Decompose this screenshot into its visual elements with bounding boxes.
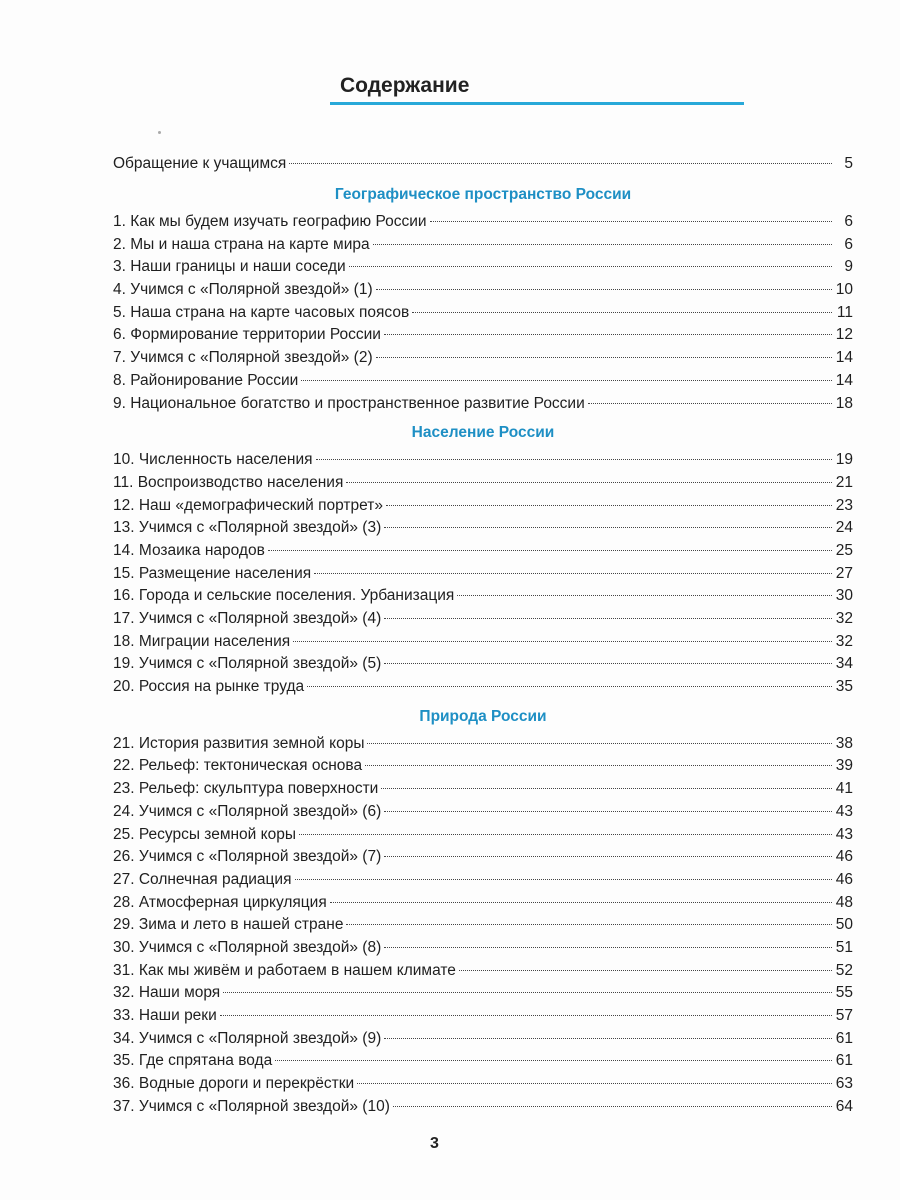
dot-leader: [430, 221, 832, 222]
toc-entry-page: 35: [835, 678, 853, 696]
toc-entry-label: 1. Как мы будем изучать географию России: [113, 213, 427, 230]
toc-entry-page: 52: [835, 961, 853, 979]
toc-entry-label: 14. Мозаика народов: [113, 541, 265, 559]
toc-entry-page: 6: [844, 235, 853, 253]
toc-entry-label: 37. Учимся с «Полярной звездой» (10): [113, 1097, 390, 1115]
toc-entry[interactable]: [113, 472, 853, 495]
toc-entry-label: 33. Наши реки: [113, 1007, 217, 1024]
dot-leader: [346, 482, 832, 483]
toc-entry-label: 18. Миграции населения: [113, 632, 291, 650]
toc-entry[interactable]: [113, 824, 853, 847]
toc-entry[interactable]: [113, 1005, 853, 1028]
toc-entry[interactable]: [113, 778, 853, 801]
toc-entry[interactable]: [113, 324, 853, 347]
dot-leader: [314, 573, 832, 574]
dot-leader: [384, 663, 832, 664]
toc-entry[interactable]: [113, 393, 853, 416]
toc-entry-label: 30. Учимся с «Полярной звездой» (8): [113, 938, 382, 956]
toc-entry[interactable]: [113, 370, 853, 393]
toc-entry[interactable]: [113, 1028, 853, 1051]
toc-entry[interactable]: [113, 869, 853, 892]
toc-entry-label: 9. Национальное богатство и пространственное развитие России: [113, 394, 585, 412]
title-underline: [330, 102, 744, 105]
dot-leader: [412, 312, 832, 313]
toc-entry-label: 13. Учимся с «Полярной звездой» (3): [113, 519, 382, 537]
toc-entry-label: 19. Учимся с «Полярной звездой» (5): [113, 655, 382, 673]
toc-entry[interactable]: [113, 914, 853, 937]
dot-leader: [384, 856, 832, 857]
toc-entry-page: 48: [835, 893, 853, 911]
dot-leader: [376, 357, 832, 358]
toc-entry-page: 24: [835, 519, 853, 537]
toc-entry-label: Обращение к учащимся: [113, 155, 287, 172]
toc-entry[interactable]: [113, 1096, 853, 1119]
toc-entry-page: 63: [835, 1075, 853, 1093]
toc-entry-label: 11. Воспроизводство населения: [113, 473, 344, 491]
toc-entry-page: 23: [835, 496, 853, 514]
toc-entry-page: 46: [835, 848, 853, 866]
dot-leader: [393, 1106, 832, 1107]
toc-entry[interactable]: [113, 982, 853, 1005]
dot-leader: [384, 1038, 832, 1039]
toc-entry-page: 38: [835, 734, 853, 752]
dot-leader: [386, 505, 832, 506]
toc-entry-page: 25: [835, 541, 853, 559]
dot-leader: [307, 686, 832, 687]
toc-entry[interactable]: [113, 960, 853, 983]
dot-leader: [384, 527, 832, 528]
toc-entry-label: 4. Учимся с «Полярной звездой» (1): [113, 281, 373, 299]
toc-entry[interactable]: [113, 1050, 853, 1073]
toc-entry-page: 51: [835, 938, 853, 956]
toc-entry[interactable]: [113, 234, 853, 257]
toc-entry-page: 32: [835, 632, 853, 650]
section-heading: Природа России: [419, 707, 547, 725]
toc-entry[interactable]: [113, 937, 853, 960]
toc-entry-page: 12: [835, 326, 853, 344]
toc-entry-label: 22. Рельеф: тектоническая основа: [113, 757, 363, 775]
dot-leader: [381, 788, 832, 789]
toc-entry[interactable]: [113, 279, 853, 302]
toc-entry-label: 23. Рельеф: скульптура поверхности: [113, 780, 379, 798]
toc-entry-page: 50: [835, 916, 853, 934]
toc-entry-page: 46: [835, 870, 853, 888]
dot-leader: [367, 743, 832, 744]
toc-entry-label: 7. Учимся с «Полярной звездой» (2): [113, 349, 373, 367]
dot-leader: [301, 380, 832, 381]
toc-entry-page: 41: [835, 780, 853, 798]
dot-leader: [289, 163, 832, 164]
toc-entry[interactable]: [113, 801, 853, 824]
toc-entry-label: 3. Наши границы и наши соседи: [113, 258, 346, 276]
toc-entry-label: 8. Районирование России: [113, 371, 299, 389]
toc-entry-page: 34: [835, 655, 853, 673]
dot-leader: [295, 879, 833, 880]
toc-entry-page: 19: [835, 451, 853, 469]
toc-entry-page: 39: [835, 757, 853, 775]
dot-leader: [330, 902, 832, 903]
dot-leader: [365, 765, 832, 766]
toc-entry-page: 32: [835, 610, 853, 627]
toc-entry-label: 2. Мы и наша страна на карте мира: [113, 235, 370, 253]
toc-entry[interactable]: [113, 733, 853, 756]
toc-entry-label: 24. Учимся с «Полярной звездой» (6): [113, 802, 382, 820]
toc-entry-label: 27. Солнечная радиация: [113, 870, 292, 888]
toc-entry-page: 10: [835, 281, 853, 299]
toc-entry[interactable]: [113, 631, 853, 654]
toc-entry-page: 61: [835, 1029, 853, 1047]
toc-entry-page: 55: [835, 984, 853, 1002]
dot-leader: [588, 403, 832, 404]
toc-entry-page: 43: [835, 825, 853, 843]
toc-entry-page: 5: [844, 155, 853, 172]
dot-leader: [357, 1083, 832, 1084]
toc-entry-intro[interactable]: [113, 150, 853, 177]
dot-leader: [223, 992, 832, 993]
toc-entry-page: 14: [835, 349, 853, 367]
dot-leader: [299, 834, 832, 835]
toc-entry[interactable]: [113, 211, 853, 234]
dot-leader: [268, 550, 832, 551]
print-speck: [158, 131, 161, 134]
toc-entry[interactable]: [113, 892, 853, 915]
toc-entry-page: 30: [835, 587, 853, 605]
toc-entry-label: 5. Наша страна на карте часовых поясов: [113, 303, 410, 321]
dot-leader: [220, 1015, 832, 1016]
dot-leader: [457, 595, 832, 596]
toc-entry-label: 31. Как мы живём и работаем в нашем климате: [113, 961, 456, 979]
toc-entry-page: 61: [835, 1052, 853, 1070]
dot-leader: [275, 1060, 832, 1061]
dot-leader: [384, 947, 832, 948]
toc-entry-label: 16. Города и сельские поселения. Урбанизация: [113, 587, 455, 605]
dot-leader: [376, 289, 832, 290]
page-number: 3: [430, 1135, 439, 1152]
toc-entry[interactable]: [113, 495, 853, 518]
toc-entry-page: 6: [844, 213, 853, 230]
toc-entry-label: 29. Зима и лето в нашей стране: [113, 916, 344, 934]
toc-entry-page: 43: [835, 802, 853, 820]
toc-entry[interactable]: [113, 540, 853, 563]
page-title: Содержание: [340, 74, 470, 97]
toc-entry-page: 27: [835, 564, 853, 582]
toc-entry-label: 12. Наш «демографический портрет»: [113, 496, 383, 514]
toc-entry-page: 9: [844, 258, 853, 276]
toc-entry[interactable]: [113, 517, 853, 540]
toc-entry[interactable]: [113, 585, 853, 608]
toc-entry-label: 6. Формирование территории России: [113, 326, 381, 344]
dot-leader: [349, 266, 832, 267]
dot-leader: [373, 244, 832, 245]
toc-entry[interactable]: [113, 256, 853, 279]
dot-leader: [346, 924, 832, 925]
toc-entry[interactable]: [113, 302, 853, 325]
toc-entry-label: 35. Где спрятана вода: [113, 1052, 273, 1070]
toc-entry-page: 18: [835, 394, 853, 412]
section-heading: Население России: [411, 424, 555, 442]
toc-entry[interactable]: [113, 1073, 853, 1096]
toc-entry[interactable]: [113, 563, 853, 586]
toc-entry[interactable]: [113, 608, 853, 631]
toc-entry-label: 17. Учимся с «Полярной звездой» (4): [113, 610, 382, 627]
toc-entry[interactable]: [113, 449, 853, 472]
toc-entry-label: 32. Наши моря: [113, 984, 221, 1002]
toc-entry[interactable]: [113, 846, 853, 869]
toc-entry-label: 34. Учимся с «Полярной звездой» (9): [113, 1029, 382, 1047]
toc-entry-page: 11: [836, 303, 853, 321]
toc-entry[interactable]: [113, 676, 853, 699]
toc-entry-page: 57: [835, 1007, 853, 1024]
toc-entry-label: 21. История развития земной коры: [113, 734, 365, 752]
toc-entry-page: 21: [835, 473, 853, 491]
toc-entry-label: 10. Численность населения: [113, 451, 313, 469]
dot-leader: [384, 334, 832, 335]
table-of-contents: [113, 150, 853, 1118]
toc-entry-label: 26. Учимся с «Полярной звездой» (7): [113, 848, 382, 866]
section-heading: Географическое пространство России: [334, 186, 632, 203]
dot-leader: [384, 618, 832, 619]
toc-entry-label: 36. Водные дороги и перекрёстки: [113, 1075, 355, 1093]
dot-leader: [293, 641, 832, 642]
toc-entry-label: 28. Атмосферная циркуляция: [113, 893, 327, 911]
dot-leader: [459, 970, 832, 971]
toc-entry[interactable]: [113, 755, 853, 778]
toc-entry-label: 15. Размещение населения: [113, 564, 312, 582]
toc-entry-label: 20. Россия на рынке труда: [113, 678, 305, 696]
toc-entry[interactable]: [113, 347, 853, 370]
toc-entry-page: 14: [835, 371, 853, 389]
toc-entry-page: 64: [835, 1097, 853, 1115]
dot-leader: [316, 459, 832, 460]
toc-entry[interactable]: [113, 653, 853, 676]
toc-entry-label: 25. Ресурсы земной коры: [113, 825, 296, 843]
dot-leader: [384, 811, 832, 812]
